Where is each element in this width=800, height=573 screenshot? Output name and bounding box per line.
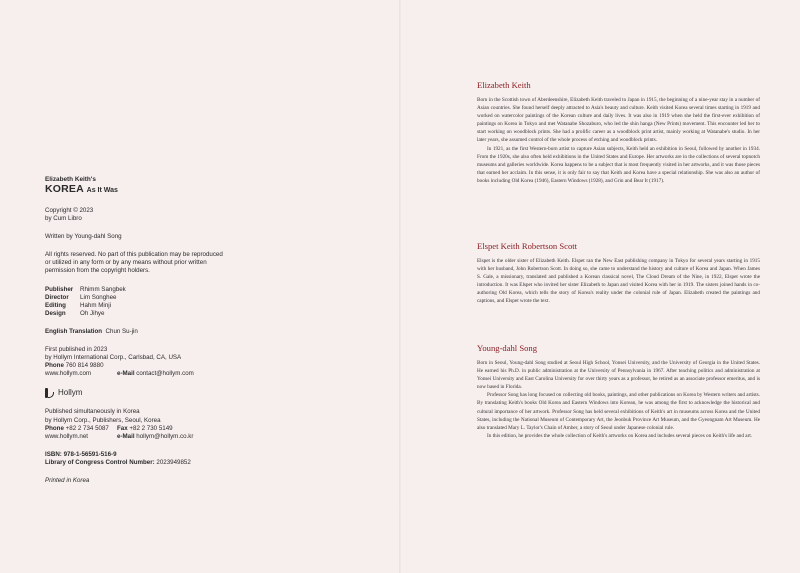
loc-value: 2023949852 xyxy=(156,458,191,466)
credit-name: Hahm Minji xyxy=(80,301,111,309)
translation-name: Chun Su-jin xyxy=(105,327,138,335)
bio-paragraph: Professor Song has long focused on collecting old books, paintings, and other publications on Korea by Western writers and artists. By translating Keith's books Old Korea and Eastern Windows into Korean, he was among the first to acknowledge the historical and cultural importance of her artwork. Professor Song has held several exhibitions of Keith's art in museums across Korea and the United States, including the National Museum of Contemporary Art, the Jeonbuk Province Art Museum, and the Gyeongnam Art Museum. He also translated Mary L. Taylor's Chain of Amber, a story of Seoul under Japanese colonial rule. xyxy=(477,392,760,431)
book-author: Elizabeth Keith's xyxy=(45,176,96,183)
loc-label: Library of Congress Control Number: xyxy=(45,458,155,466)
bio-heading: Elizabeth Keith xyxy=(477,80,531,90)
bio-elspet-scott xyxy=(477,241,760,306)
credit-role: Editing xyxy=(45,301,66,309)
written-by: Written by Young-dahl Song xyxy=(45,233,122,241)
kr-phone-label: Phone xyxy=(45,424,64,432)
kr-fax: +82 2 730 5149 xyxy=(129,424,173,432)
bio-young-dahl-song xyxy=(477,343,760,440)
copyright-line: Copyright © 2023 xyxy=(45,207,94,214)
book-title-main: KOREA xyxy=(45,183,84,195)
rights-notice xyxy=(45,251,345,275)
isbn-row xyxy=(45,451,345,459)
kr-email-link[interactable]: hollym@hollym.co.kr xyxy=(136,432,194,440)
copyright-block xyxy=(45,207,345,223)
isbn-block xyxy=(45,451,345,467)
credit-name: Lim Songhee xyxy=(80,293,117,301)
publisher-logo xyxy=(45,388,345,398)
book-title-suffix: As It Was xyxy=(86,187,118,194)
loc-row xyxy=(45,459,345,467)
credit-role: Director xyxy=(45,293,69,301)
kr-publisher-block xyxy=(45,408,345,440)
bio-heading: Elspet Keith Robertson Scott xyxy=(477,241,578,251)
kr-contact-row xyxy=(45,433,345,441)
bio-paragraph: Elspet is the older sister of Elizabeth Keith. Elspet ran the New East publishing company in Tokyo for several years starting in 1915 with her husband, John Robertson Scott. In doing so, she came to understand the history and culture of Korea and Japan. When James S. Gale, a missionary, translated and published a Korean classical novel, The Cloud Dream of the Nine, in 1922, Elspet wrote the introduction. It was Elspet who invited her sister Elizabeth to Japan and visited Korea with her in 1919. The sisters joined hands in co-authoring Old Korea, which tells the story of Korea's reality under the colonial rule of Japan. Elizabeth created the paintings and captions, and Elspet wrote the text. xyxy=(477,258,760,305)
bio-paragraph: Born in Seoul, Young-dahl Song studied at Seoul High School, Yonsei University, and the University of Georgia in the United States. He earned his Ph.D. in public administration at the University of Pennsylvania in 1967. After teaching politics and administration at Yonsei University and East Carolina University for over thirty years as a professor, he retired as an associate professor emeritus, and is now based in Florida. xyxy=(477,360,760,391)
us-email-link[interactable]: contact@hollym.com xyxy=(136,370,194,378)
kr-web-link[interactable]: www.hollym.net xyxy=(45,432,88,440)
bio-heading: Young-dahl Song xyxy=(477,343,538,353)
kr-publisher: by Hollym Corp., Publishers, Seoul, Korea xyxy=(45,416,161,424)
us-phone-label: Phone xyxy=(45,362,64,370)
credit-row xyxy=(45,294,345,302)
rights-line: or utilized in any form or by any means without prior written xyxy=(45,259,207,267)
isbn-label: ISBN: xyxy=(45,450,62,458)
credits-list xyxy=(45,286,345,318)
credit-row xyxy=(45,310,345,318)
rights-line: permission from the copyright holders. xyxy=(45,267,150,275)
credit-name: Rhimm Sangbek xyxy=(80,285,126,293)
us-email-label: e-Mail xyxy=(117,370,135,378)
kr-phone-row xyxy=(45,425,345,433)
us-web-link[interactable]: www.hollym.com xyxy=(45,370,92,378)
bio-paragraph: In this edition, he provides the whole collection of Keith's artworks on Korea and includes several pieces on Keith's life and art. xyxy=(487,432,753,439)
bio-elizabeth-keith xyxy=(477,80,760,185)
colophon-page xyxy=(45,176,345,485)
kr-phone: +82 2 734 5087 xyxy=(65,424,109,432)
hollym-logo-icon xyxy=(45,388,54,398)
kr-email-label: e-Mail xyxy=(117,432,135,440)
us-contact-row xyxy=(45,370,345,378)
credit-name: Oh Jihye xyxy=(80,309,105,317)
copyright-holder: by Cum Libro xyxy=(45,215,82,223)
credit-role: Publisher xyxy=(45,285,74,293)
book-title xyxy=(45,183,345,197)
first-published: First published in 2023 xyxy=(45,346,108,354)
credit-row xyxy=(45,302,345,310)
us-publisher: by Hollym International Corp., Carlsbad, CA, USA xyxy=(45,354,182,362)
translation-credit xyxy=(45,328,345,336)
bio-paragraph: Born in the Scottish town of Aberdeenshire, Elizabeth Keith traveled to Japan in 1915, the beginning of a nine-year stay in a number of Asian countries. She found herself deeply attracted to Asia's beauty and culture. Keith visited Korea several times starting in 1919 and worked on watercolor paintings of the Korean culture and daily lives. It was also in 1919 when she held the first-ever exhibition of paintings on Korea in Tokyo and met Watanabe Shozaburo, who led the shin hanga (New Prints) movement. This encounter led her to start working on woodblock prints. She had a prolific career as a woodblock print artist, mainly working at Watanabe's studio. In her later years, she assumed control of the whole process of etching and woodblock prints. xyxy=(477,97,760,144)
rights-line: All rights reserved. No part of this publication may be reproduced xyxy=(45,251,223,259)
publisher-logo-text: Hollym xyxy=(58,388,83,398)
translation-role: English Translation xyxy=(45,327,103,335)
credit-row xyxy=(45,286,345,294)
us-phone-row xyxy=(45,362,345,370)
us-phone: 760 814 9880 xyxy=(65,362,104,370)
us-publisher-block xyxy=(45,346,345,378)
simultaneous-line: Published simultaneously in Korea xyxy=(45,408,140,416)
printed-in: Printed in Korea xyxy=(45,476,90,484)
credit-role: Design xyxy=(45,309,66,317)
isbn-value: 978-1-56591-516-9 xyxy=(63,450,117,458)
bio-paragraph: In 1921, as the first Western-born artist to capture Asian subjects, Keith held an exhibition in Seoul, followed by another in 1934. From the 1920s, she also often held exhibitions in the United States and Europe. Her artworks are in the collections of several topnotch museums and galleries worldwide. Korea happens to be a subject that is most frequently visited in her artworks, and it was those pieces that earned her acclaim. In this sense, it is only fair to say that Keith and Korea have a special relationship. She was also an author of books including Old Korea (1946), Eastern Windows (1928), and Grin and Bear It (1917). xyxy=(477,145,760,184)
page-gutter xyxy=(399,0,401,573)
kr-fax-label: Fax xyxy=(117,424,128,432)
